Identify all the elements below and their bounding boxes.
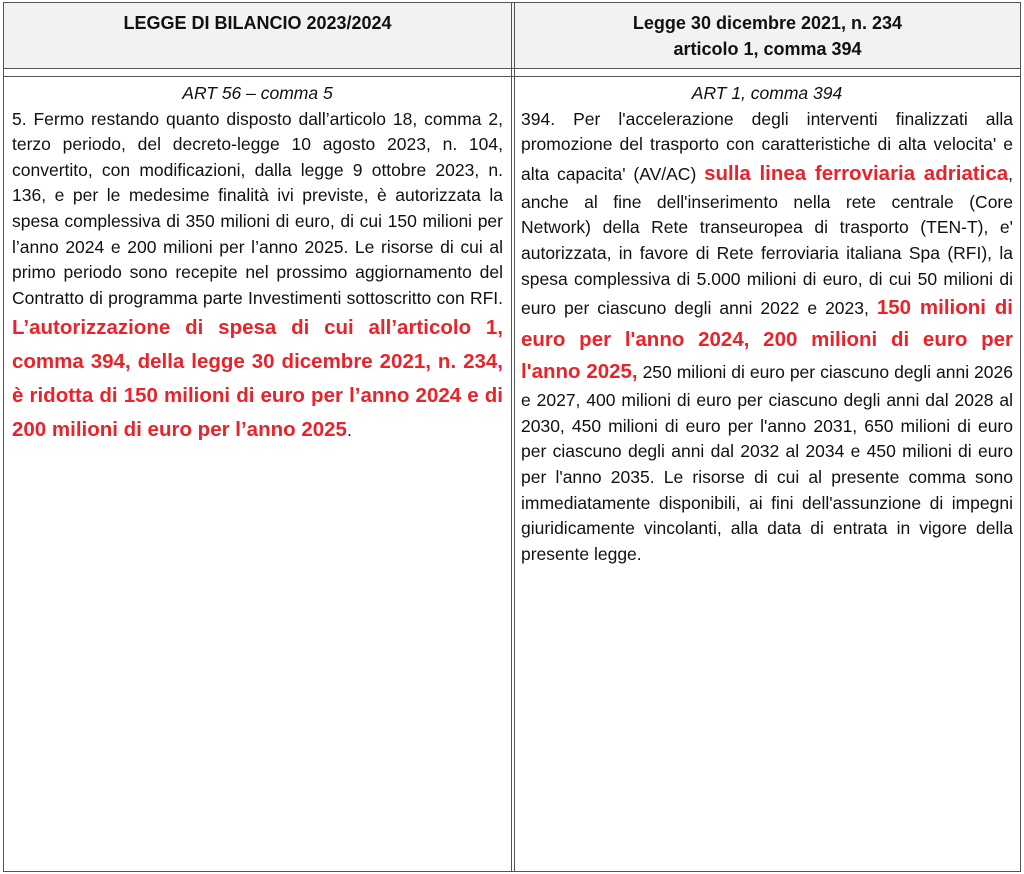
right-body-text-3: 250 milioni di euro per ciascuno degli anni 2026 e 2027, 400 milioni di euro per ciascuno degli anni dal 2028 al 2030, 450 milioni di euro per l'anno 2031, 650 milioni di euro per ciascuno degli anni dal 2032 al 2034 e 450 milioni di euro per l'anno 2035. Le risorse di cui al presente comma sono immediatamente disponibili, ai fini dell'assunzione di impegni giuridicamente vincolanti, alla data di entrata in vigore della presente legge.	[521, 362, 1013, 564]
right-header-cell	[515, 3, 1020, 69]
right-highlight-1: sulla linea ferroviaria adriatica	[704, 161, 1009, 185]
left-article-body	[12, 107, 503, 448]
column-divider	[511, 3, 512, 871]
right-column	[521, 81, 1013, 567]
left-highlight-text: L’autorizzazione di spesa di cui all’articolo 1, comma 394, della legge 30 dicembre 2021, n. 234, è ridotta di 150 milioni di euro per l’anno 2024 e di 200 milioni di euro per l’anno 2025	[12, 316, 503, 442]
right-body-text-2: , anche al fine dell'inserimento nella rete centrale (Core Network) della Rete transeuropea di trasporto (TEN-T), e' autorizzata, in favore di Rete ferroviaria italiana Spa (RFI), la spesa complessiva di 5.000 milioni di euro, di cui 50 milioni di euro per ciascuno degli anni 2022 e 2023,	[521, 163, 1014, 319]
right-highlight-2: 150 milioni di euro per l'anno 2024, 200 milioni di euro per l'anno 2025,	[521, 296, 1013, 384]
right-article-body	[521, 107, 1013, 568]
left-article-heading: ART 56 – comma 5	[182, 83, 333, 103]
left-header-title: LEGGE DI BILANCIO 2023/2024	[123, 13, 392, 33]
comparison-table	[3, 2, 1021, 872]
right-header-title-line2: articolo 1, comma 394	[673, 39, 862, 59]
left-end-punct: .	[346, 420, 352, 441]
left-header-cell	[4, 3, 511, 69]
right-header-title-line1: Legge 30 dicembre 2021, n. 234	[632, 13, 903, 33]
right-article-heading: ART 1, comma 394	[691, 83, 843, 103]
right-body-text-1: 394. Per l'accelerazione degli interventi finalizzati alla promozione del trasporto con caratteristiche di alta velocita' e alta capacita' (AV/AC)	[521, 108, 1013, 184]
left-column	[12, 81, 503, 447]
left-body-text: 5. Fermo restando quanto disposto dall’articolo 18, comma 2, terzo periodo, del decreto-legge 10 agosto 2023, n. 104, convertito, con modificazioni, dalla legge 9 ottobre 2023, n. 136, e per le medesime finalità ivi previste, è autorizzata la spesa complessiva di 350 milioni di euro, di cui 150 milioni per l’anno 2024 e 200 milioni per l’anno 2025. Le risorse di cui al primo periodo sono recepite nel prossimo aggiornamento del Contratto di programma parte Investimenti sottoscritto con RFI.	[12, 108, 503, 308]
column-divider-double	[514, 3, 515, 871]
header-spacer-row	[4, 69, 1020, 77]
table-header	[4, 3, 1020, 69]
